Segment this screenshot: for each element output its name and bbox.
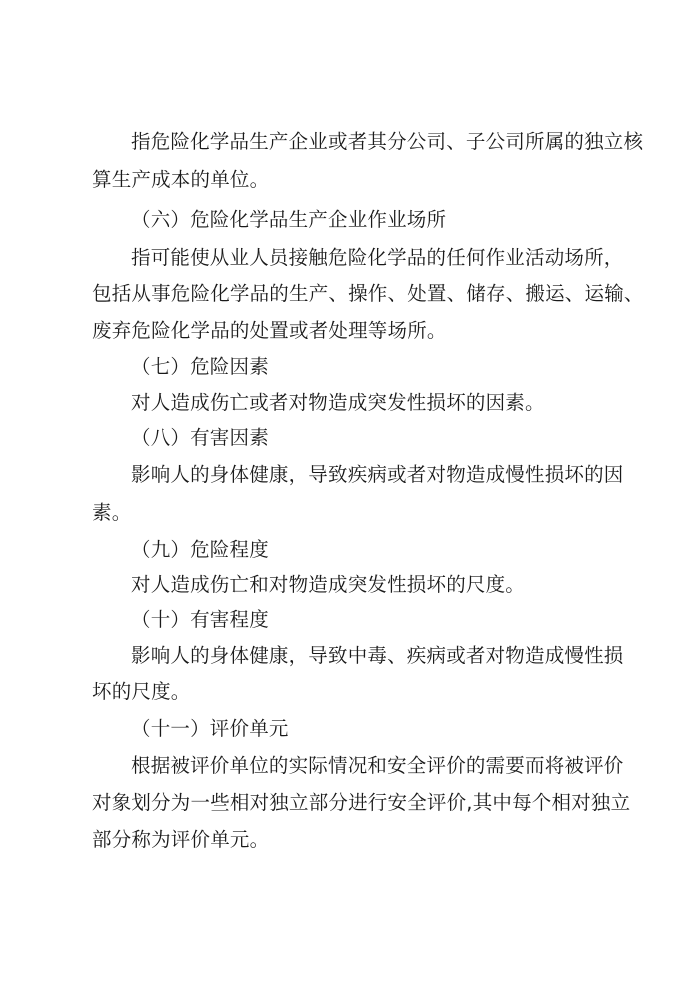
paragraph-line: 坏的尺度。 — [92, 680, 191, 703]
paragraph-line: 影响人的身体健康，导致中毒、疾病或者对物造成慢性损 — [131, 644, 624, 667]
section-heading-6: （六）危险化学品生产企业作业场所 — [131, 208, 447, 231]
paragraph-line: 部分称为评价单元。 — [92, 828, 270, 851]
paragraph-line: 指可能使从业人员接触危险化学品的任何作业活动场所， — [131, 246, 624, 269]
section-heading-9: （九）危险程度 — [131, 538, 269, 561]
section-heading-11: （十一）评价单元 — [131, 717, 289, 740]
paragraph-line: 对象划分为一些相对独立部分进行安全评价,其中每个相对独立 — [92, 791, 631, 814]
section-heading-10: （十）有害程度 — [131, 608, 269, 631]
paragraph-line: 指危险化学品生产企业或者其分公司、子公司所属的独立核 — [131, 130, 644, 153]
paragraph-line: 算生产成本的单位。 — [92, 168, 270, 191]
paragraph-line: 废弃危险化学品的处置或者处理等场所。 — [92, 319, 447, 342]
paragraph-line: 素。 — [92, 501, 132, 524]
paragraph-line: 对人造成伤亡或者对物造成突发性损坏的因素。 — [131, 391, 545, 414]
paragraph-line: 影响人的身体健康，导致疾病或者对物造成慢性损坏的因 — [131, 463, 624, 486]
section-heading-7: （七）危险因素 — [131, 355, 269, 378]
paragraph-line: 根据被评价单位的实际情况和安全评价的需要而将被评价 — [131, 754, 624, 777]
paragraph-line: 包括从事危险化学品的生产、操作、处置、储存、搬运、运输、 — [92, 282, 644, 305]
paragraph-line: 对人造成伤亡和对物造成突发性损坏的尺度。 — [131, 573, 526, 596]
section-heading-8: （八）有害因素 — [131, 426, 269, 449]
